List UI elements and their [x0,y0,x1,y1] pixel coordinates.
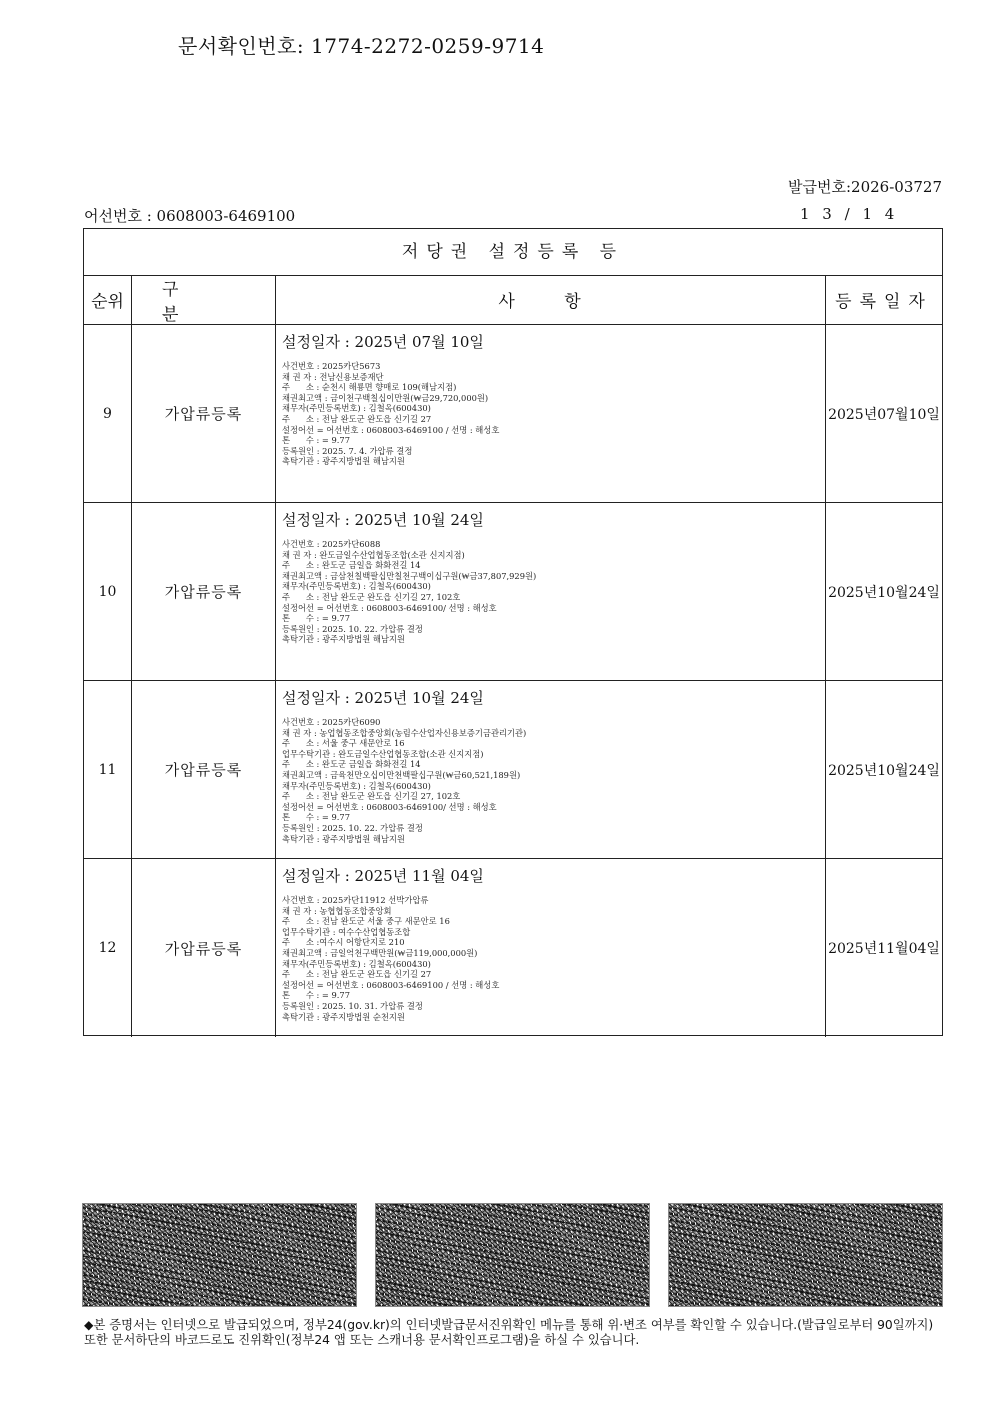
page-indicator: 1 3 / 1 4 [800,205,899,223]
table-row [84,681,942,859]
entry-category: 가압류등록 [132,503,276,680]
table-title: 저당권 설정등록 등 [84,229,942,276]
issue-number: 발급번호:2026-03727 [788,178,942,196]
entry-detail-lines: 사건번호 : 2025카단6088 채 권 자 : 완도금일수산업협동조합(소관 신지지점) 주 소 : 완도군 금일읍 화화전길 14 채권최고액 : 금삼천칠백팔십만칠천구백이십구원(₩금37,807,929원) 채무자(주민등록번호) : 김철옥(600430) 주 소 : 전남 완도군 완도읍 신기길 27, 102호 설정어선 = 어선번호 : 0608003-6469100/ 선명 : 해성호 톤 수 : = 9.77 등록원인 : 2025. 10. 22. 가압류 결정 촉탁기관 : 광주지방법원 해남지원 [282,539,537,645]
entry-details [276,325,826,502]
entry-category: 가압류등록 [132,681,276,858]
document-confirm-number: 문서확인번호: 1774-2272-0259-9714 [178,34,545,58]
entry-reg-date: 2025년11월04일 [828,941,940,957]
entry-details [276,503,826,680]
entry-category: 가압류등록 [132,859,276,1037]
column-header-category: 구 분 [132,275,276,324]
entry-set-date: 설정일자 : 2025년 11월 04일 [282,867,484,885]
entry-set-date: 설정일자 : 2025년 10월 24일 [282,511,484,529]
entry-set-date: 설정일자 : 2025년 07월 10일 [282,333,484,351]
column-header-details: 사 항 [276,275,826,324]
barcode-image [375,1203,650,1307]
column-header-seq: 순위 [84,275,132,324]
entry-seq: 10 [84,503,132,680]
entry-details [276,859,826,1037]
entry-details [276,681,826,858]
table-row [84,503,942,681]
entry-detail-lines: 사건번호 : 2025카단5673 채 권 자 : 전남신용보증재단 주 소 : 순천시 해룡면 향매로 109(해남지점) 채권최고액 : 금이천구백칠십이만원(₩금29,720,000원) 채무자(주민등록번호) : 김철옥(600430) 주 소 : 전남 완도군 완도읍 신기길 27 설정어선 = 어선번호 : 0608003-6469100 / 선명 : 해성호 톤 수 : = 9.77 등록원인 : 2025. 7. 4. 가압류 결정 촉탁기관 : 광주지방법원 해남지원 [282,361,500,467]
entry-reg-date: 2025년10월24일 [828,584,940,601]
entry-detail-lines: 사건번호 : 2025카단11912 선박가압류 채 권 자 : 농협협동조합중앙회 주 소 : 전남 완도군 서울 중구 새문안로 16 업무수탁기관 : 여수수산업협동조합 주 소 :여수시 어항단지로 210 채권최고액 : 금일억천구백만원(₩금119,000,000원) 채무자(주민등록번호) : 김철옥(600430) 주 소 : 전남 완도군 완도읍 신기길 27 설정어선 = 어선번호 : 0608003-6469100 / 선명 : 해성호 톤 수 : = 9.77 등록원인 : 2025. 10. 31. 가압류 결정 촉탁기관 : 광주지방법원 순천지원 [282,895,500,1022]
table-header-row [84,275,942,325]
verification-barcodes [82,1203,946,1307]
barcode-image [82,1203,357,1307]
registry-table [83,228,943,1036]
entry-seq: 11 [84,681,132,858]
entry-category: 가압류등록 [132,325,276,502]
entry-reg-date: 2025년07월10일 [828,406,940,423]
entry-seq: 9 [84,325,132,502]
entry-set-date: 설정일자 : 2025년 10월 24일 [282,689,484,707]
footer-notice: ◆본 증명서는 인터넷으로 발급되었으며, 정부24(gov.kr)의 인터넷발급문서진위확인 메뉴를 통해 위·변조 여부를 확인할 수 있습니다.(발급일로부터 90일까지) 또한 문서하단의 바코드로도 진위확인(정부24 앱 또는 스캐너용 문서확인프로그램)을 하실 수 있습니다. [84,1318,934,1347]
barcode-image [668,1203,943,1307]
table-row [84,325,942,503]
table-row [84,859,942,1037]
entry-reg-date: 2025년10월24일 [828,762,940,779]
entry-detail-lines: 사건번호 : 2025카단6090 채 권 자 : 농업협동조합중앙회(농림수산업자신용보증기금관리기관) 주 소 : 서울 중구 새문안로 16 업무수탁기관 : 완도금일수산업협동조합(소관 신지지점) 주 소 : 완도군 금일읍 화화전길 14 채권최고액 : 금육천만오십이만천백팔십구원(₩금60,521,189원) 채무자(주민등록번호) : 김철옥(600430) 주 소 : 전남 완도군 완도읍 신기길 27, 102호 설정어선 = 어선번호 : 0608003-6469100/ 선명 : 해성호 톤 수 : = 9.77 등록원인 : 2025. 10. 22. 가압류 결정 촉탁기관 : 광주지방법원 해남지원 [282,717,527,844]
entry-seq: 12 [84,859,132,1037]
vessel-number: 어선번호 : 0608003-6469100 [84,207,296,225]
column-header-reg-date: 등록일자 [835,292,933,312]
